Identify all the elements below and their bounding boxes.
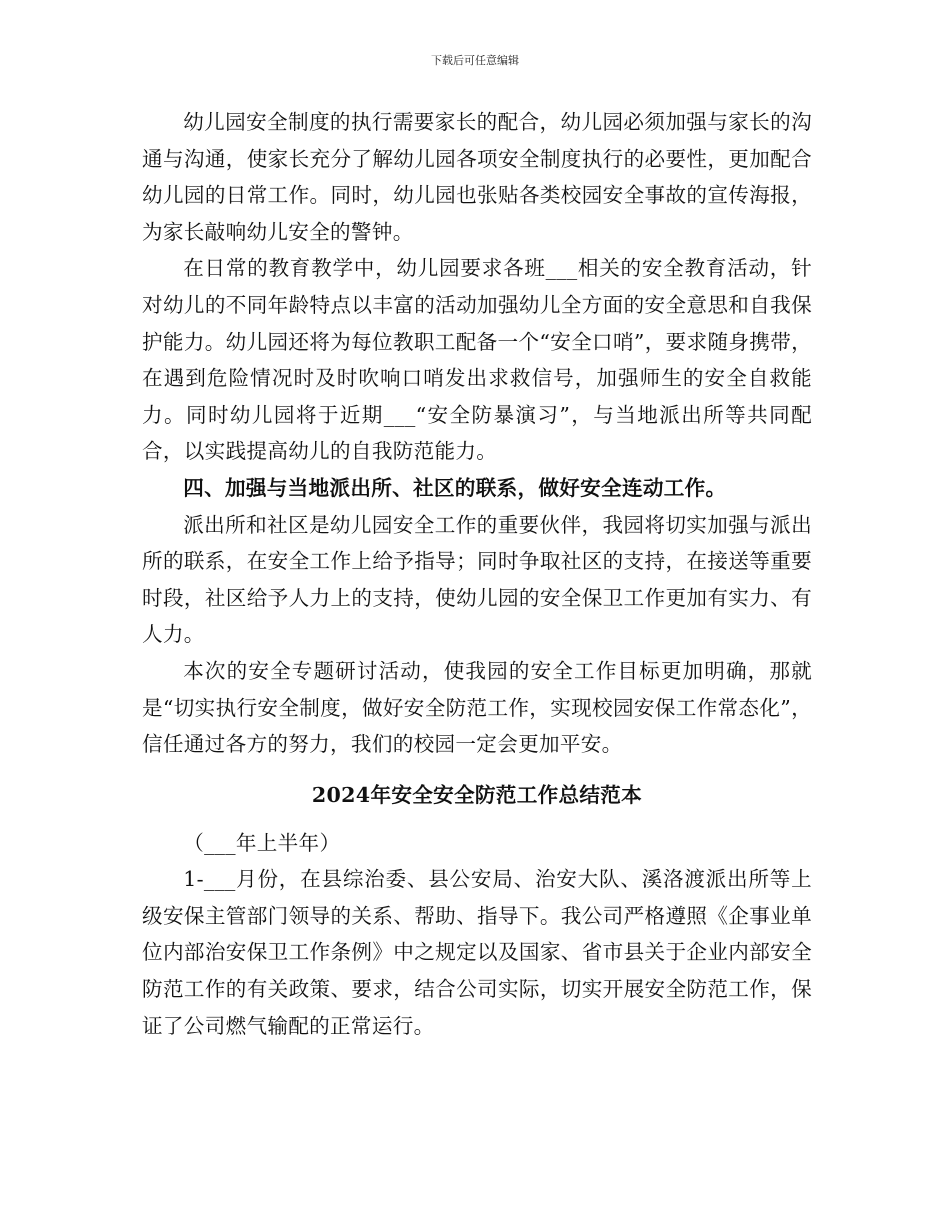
paragraph-work-summary: 1-___月份，在县综治委、县公安局、治安大队、溪洛渡派出所等上级安保主管部门领导的关系、帮助、指导下。我公司严格遵照《企事业单位内部治安保卫工作条例》中之规定以及国家、省市县关于企业内部安全防范工作的有关政策、要求，结合公司实际，切实开展安全防范工作，保证了公司燃气输配的正常运行。 xyxy=(142,867,812,1038)
paragraph-police-community: 派出所和社区是幼儿园安全工作的重要伙伴，我园将切实加强与派出所的联系，在安全工作上给予指导；同时争取社区的支持，在接送等重要时段，社区给予人力上的支持，使幼儿园的安全保卫工作更加有实力、有人力。 xyxy=(142,512,812,647)
paragraph-period: （___年上半年） xyxy=(183,830,341,855)
paragraph-parent-cooperation: 幼儿园安全制度的执行需要家长的配合，幼儿园必须加强与家长的沟通与沟通，使家长充分了解幼儿园各项安全制度执行的必要性，更加配合幼儿园的日常工作。同时，幼儿园也张贴各类校园安全事故的宣传海报，为家长敲响幼儿安全的警钟。 xyxy=(142,110,812,244)
document-body xyxy=(142,104,812,1044)
document-title: 2024年安全安全防范工作总结范本 xyxy=(311,782,643,807)
paragraph-conclusion: 本次的安全专题研讨活动，使我园的安全工作目标更加明确，那就是“切实执行安全制度，做好安全防范工作，实现校园安保工作常态化”，信任通过各方的努力，我们的校园一定会更加平安。 xyxy=(142,658,812,757)
page-header-note: 下载后可任意编辑 xyxy=(431,54,519,67)
section-heading-police-community: 四、加强与当地派出所、社区的联系，做好安全连动工作。 xyxy=(183,475,727,500)
paragraph-safety-education: 在日常的教育教学中，幼儿园要求各班___相关的安全教育活动，针对幼儿的不同年龄特点以丰富的活动加强幼儿全方面的安全意思和自我保护能力。幼儿园还将为每位教职工配备一个“安全口哨”，要求随身携带，在遇到危险情况时及时吹响口哨发出求救信号，加强师生的安全自救能力。同时幼儿园将于近期___“安全防暴演习”，与当地派出所等共同配合，以实践提高幼儿的自我防范能力。 xyxy=(142,256,812,464)
